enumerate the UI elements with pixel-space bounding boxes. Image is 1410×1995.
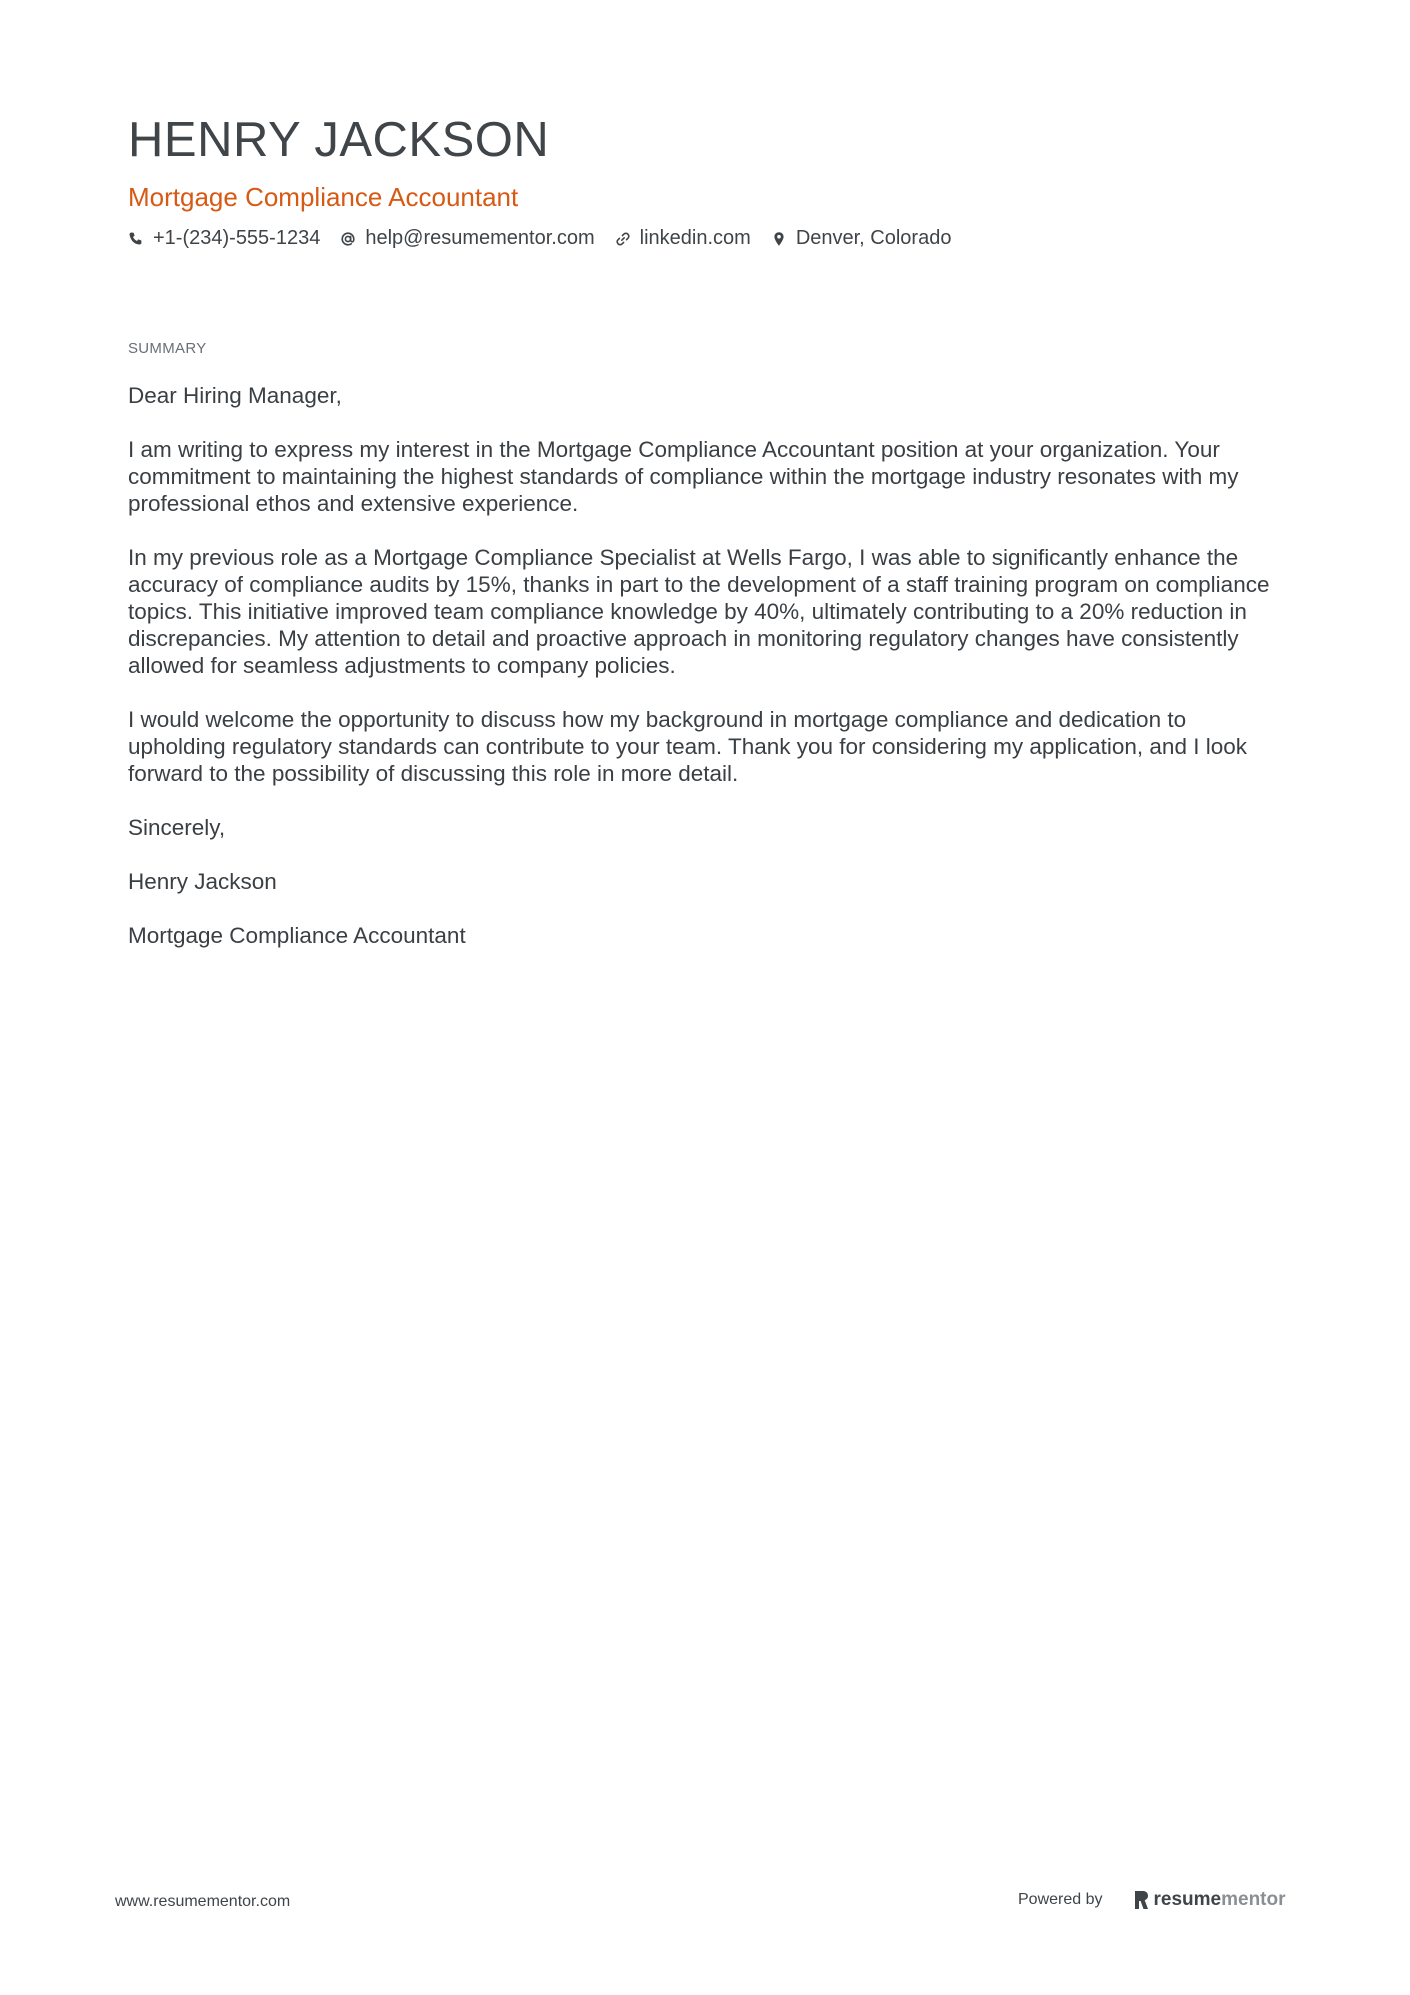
letter-body — [128, 382, 1288, 976]
contact-linkedin-text: linkedin.com — [639, 227, 751, 249]
link-icon — [615, 231, 631, 247]
brand-logo[interactable] — [1133, 1889, 1286, 1911]
candidate-role: Mortgage Compliance Accountant — [128, 182, 519, 212]
signature-title: Mortgage Compliance Accountant — [128, 923, 466, 948]
phone-icon — [128, 231, 144, 247]
section-label-summary: SUMMARY — [128, 340, 207, 357]
contact-email — [340, 227, 594, 250]
resumementor-logo-icon — [1133, 1890, 1150, 1910]
contact-location — [771, 227, 952, 250]
footer-website[interactable]: www.resumementor.com — [115, 1893, 291, 1910]
contact-bar — [128, 227, 971, 250]
contact-location-text: Denver, Colorado — [795, 227, 952, 249]
footer-powered-by — [1018, 1889, 1286, 1911]
brand-name-part1: resume — [1153, 1889, 1222, 1910]
contact-phone-text: +1-(234)-555-1234 — [153, 227, 321, 249]
salutation: Dear Hiring Manager, — [128, 383, 342, 408]
powered-by-label: Powered by — [1018, 1891, 1103, 1908]
location-pin-icon — [771, 231, 787, 247]
at-icon — [340, 231, 356, 247]
contact-phone — [128, 227, 320, 250]
letter-paragraph: I am writing to express my interest in the Mortgage Compliance Accountant position at your organization. Your commitment to maintaining the highest standards of compliance within the mortgage industry resonates with my professional ethos and extensive experience. — [128, 437, 1239, 516]
letter-paragraph: In my previous role as a Mortgage Compliance Specialist at Wells Fargo, I was able to significantly enhance the accuracy of compliance audits by 15%, thanks in part to the development of a staff training program on compliance topics. This initiative improved team compliance knowledge by 40%, ultimately contributing to a 20% reduction in discrepancies. My attention to detail and proactive approach in monitoring regulatory changes have consistently allowed for seamless adjustments to company policies. — [128, 545, 1270, 678]
candidate-name: HENRY JACKSON — [128, 113, 550, 167]
contact-email-text: help@resumementor.com — [365, 227, 595, 249]
signature-name: Henry Jackson — [128, 869, 277, 894]
brand-name-part2: mentor — [1221, 1889, 1286, 1910]
letter-paragraph: I would welcome the opportunity to discuss how my background in mortgage compliance and dedication to upholding regulatory standards can contribute to your team. Thank you for considering my application, and I look forward to the possibility of discussing this role in more detail. — [128, 707, 1247, 786]
closing: Sincerely, — [128, 815, 226, 840]
contact-linkedin — [615, 227, 751, 250]
